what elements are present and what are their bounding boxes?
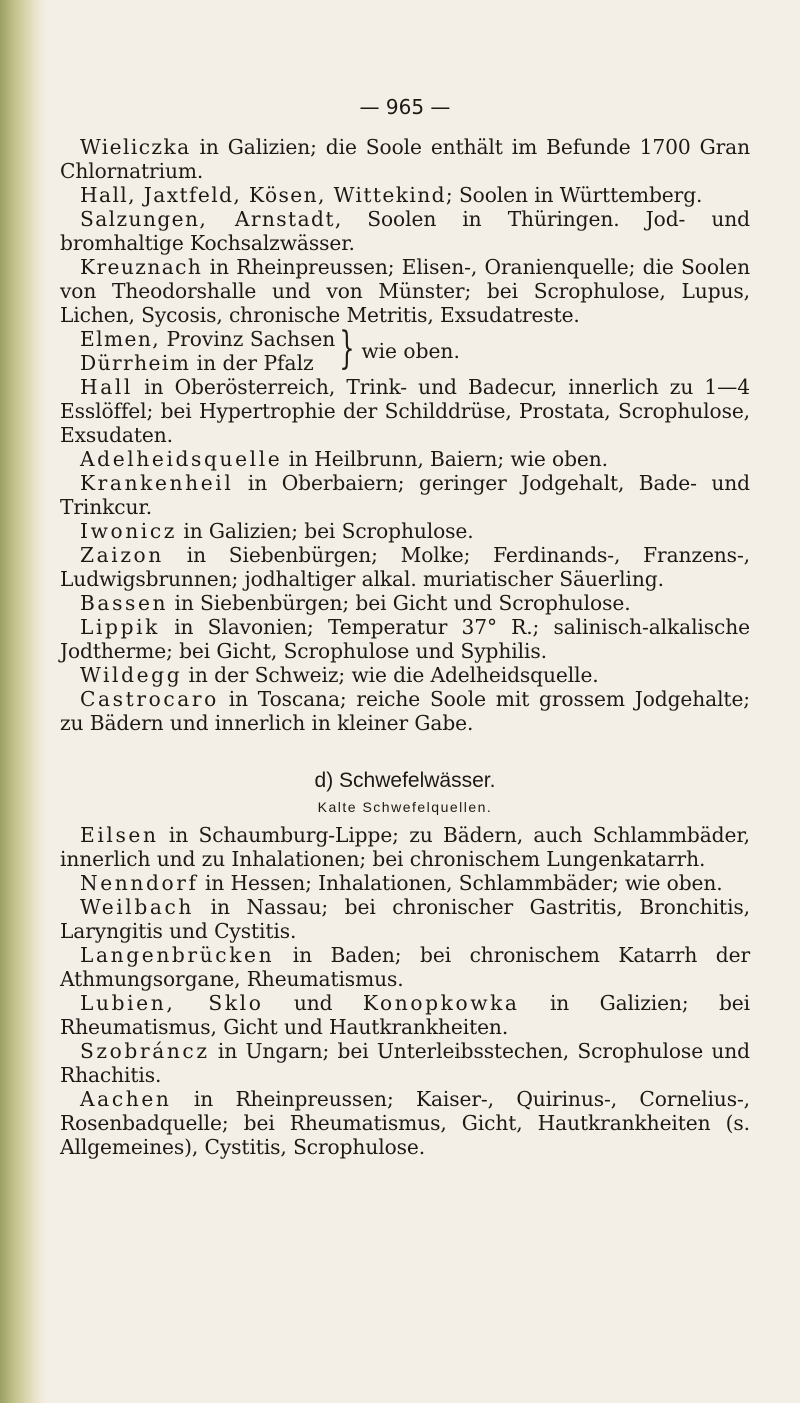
- entry-name: Dürrheim: [80, 351, 191, 375]
- entry-text: in Baden; bei chronischem Katarrh der Athmungsorgane, Rheumatismus.: [60, 943, 750, 991]
- entry-name: Szobráncz: [80, 1039, 210, 1063]
- brace-line-1: [80, 327, 335, 351]
- entry-text: in Siebenbürgen; Molke; Ferdinands-, Franzens-, Ludwigsbrunnen; jodhaltiger alkal. muriatischer Säuerling.: [60, 543, 750, 591]
- entry-text: in Galizien; bei Rheumatismus, Gicht und Hautkrankheiten.: [60, 991, 750, 1039]
- entries-top: [60, 135, 750, 327]
- entry-name: Castrocaro: [80, 687, 219, 711]
- entries-mid: [60, 375, 750, 735]
- entry-paragraph: [60, 183, 750, 207]
- brace-group: [60, 323, 750, 375]
- entry-paragraph: [60, 255, 750, 327]
- entry-paragraph: [60, 663, 750, 687]
- entry-text: in Oberösterreich, Trink- und Badecur, innerlich zu 1—4 Esslöffel; bei Hypertrophie der Schilddrüse, Prostata, Scrophulose, Exsudaten.: [60, 375, 750, 447]
- entry-paragraph: [60, 895, 750, 943]
- page-edge-shadow: [0, 0, 46, 1403]
- entry-name: Salzungen, Arnstadt: [80, 207, 335, 231]
- entry-text: in Rheinpreussen; Elisen-, Oranienquelle; die Soolen von Theodorshalle und von Münster; bei Scrophulose, Lupus, Lichen, Sycosis, chronische Metritis, Exsudatreste.: [60, 255, 750, 327]
- section-heading: d) Schwefelwässer.: [314, 769, 496, 792]
- brace-shared-text: wie oben.: [361, 339, 460, 363]
- entry-name: Langenbrücken: [80, 943, 275, 967]
- entry-name: Kreuznach: [80, 255, 203, 279]
- entry-paragraph: [60, 591, 750, 615]
- entry-text: in Galizien; bei Scrophulose.: [177, 519, 474, 543]
- brace-line-2: [80, 351, 335, 375]
- entry-paragraph: [60, 871, 750, 895]
- entry-paragraph: [60, 823, 750, 871]
- entry-paragraph: [60, 687, 750, 735]
- entry-name: Krankenheil: [80, 471, 234, 495]
- entry-text: ; Soolen in Württemberg.: [445, 183, 703, 207]
- entry-text: in Hessen; Inhalationen, Schlammbäder; wie oben.: [198, 871, 723, 895]
- entry-name: Zaizon: [80, 543, 164, 567]
- entry-name: Bassen: [80, 591, 169, 615]
- entry-name: Iwonicz: [80, 519, 178, 543]
- entry-paragraph: [60, 1039, 750, 1087]
- entry-paragraph: [60, 207, 750, 255]
- entry-name: Weilbach: [80, 895, 195, 919]
- entry-text: in Heilbrunn, Baiern; wie oben.: [282, 447, 608, 471]
- entry-name: Lippik: [80, 615, 160, 639]
- entry-paragraph: [60, 375, 750, 447]
- brace-names: [80, 327, 335, 375]
- entry-name: Wildegg: [80, 663, 183, 687]
- entry-name: Hall: [80, 375, 133, 399]
- entry-text: Provinz Sachsen: [160, 327, 336, 351]
- entry-text: in Siebenbürgen; bei Gicht und Scrophulose.: [168, 591, 631, 615]
- entry-text: , Soolen in Thüringen. Jod- und bromhaltige Kochsalzwässer.: [60, 207, 750, 255]
- entry-connector: und: [263, 991, 363, 1015]
- entry-text: in Oberbaiern; geringer Jodgehalt, Bade- und Trinkcur.: [60, 471, 750, 519]
- entry-name: Eilsen: [80, 823, 159, 847]
- entry-paragraph: [60, 447, 750, 471]
- page-number: — 965 —: [359, 95, 451, 119]
- entry-paragraph: [60, 135, 750, 183]
- entry-paragraph: [60, 543, 750, 591]
- entries-bottom: [60, 823, 750, 1159]
- entry-text: in Galizien; die Soole enthält im Befunde 1700 Gran Chlornatrium.: [60, 135, 750, 183]
- entry-text: in Schaumburg-Lippe; zu Bädern, auch Schlammbäder, innerlich und zu Inhalationen; bei chronischem Lungenkatarrh.: [60, 823, 750, 871]
- entry-name: Adelheidsquelle: [80, 447, 283, 471]
- entry-name: Aachen: [80, 1087, 172, 1111]
- entry-name: Hall, Jaxtfeld, Kösen, Wittekind: [80, 183, 446, 207]
- entry-paragraph: [60, 991, 750, 1039]
- entry-text: in Nassau; bei chronischer Gastritis, Bronchitis, Laryngitis und Cystitis.: [60, 895, 750, 943]
- entry-name: Elmen,: [80, 327, 161, 351]
- right-brace-icon: }: [339, 323, 356, 374]
- entry-paragraph: [60, 943, 750, 991]
- entry-text: in Ungarn; bei Unterleibsstechen, Scrophulose und Rhachitis.: [60, 1039, 750, 1087]
- entry-paragraph: [60, 471, 750, 519]
- entry-paragraph: [60, 1087, 750, 1159]
- entry-text: in der Schweiz; wie die Adelheidsquelle.: [182, 663, 599, 687]
- entry-paragraph: [60, 519, 750, 543]
- entry-name: Konopkowka: [362, 991, 520, 1015]
- entry-name: Lubien, Sklo: [80, 991, 264, 1015]
- entry-paragraph: [60, 615, 750, 663]
- entry-name: Wieliczka: [80, 135, 191, 159]
- entry-text: in Slavonien; Temperatur 37° R.; salinisch-alkalische Jodtherme; bei Gicht, Scrophulose und Syphilis.: [60, 615, 750, 663]
- entry-text: in Rheinpreussen; Kaiser-, Quirinus-, Cornelius-, Rosenbadquelle; bei Rheumatismus, Gicht, Hautkrankheiten (s. Allgemeines), Cystitis, Scrophulose.: [60, 1087, 750, 1159]
- entry-text: in der Pfalz: [190, 351, 314, 375]
- entry-name: Nenndorf: [80, 871, 199, 895]
- section-subheading: Kalte Schwefelquellen.: [317, 799, 493, 815]
- entry-text: in Toscana; reiche Soole mit grossem Jodgehalte; zu Bädern und innerlich in kleiner Gabe.: [60, 687, 750, 735]
- document-page: [60, 0, 750, 1159]
